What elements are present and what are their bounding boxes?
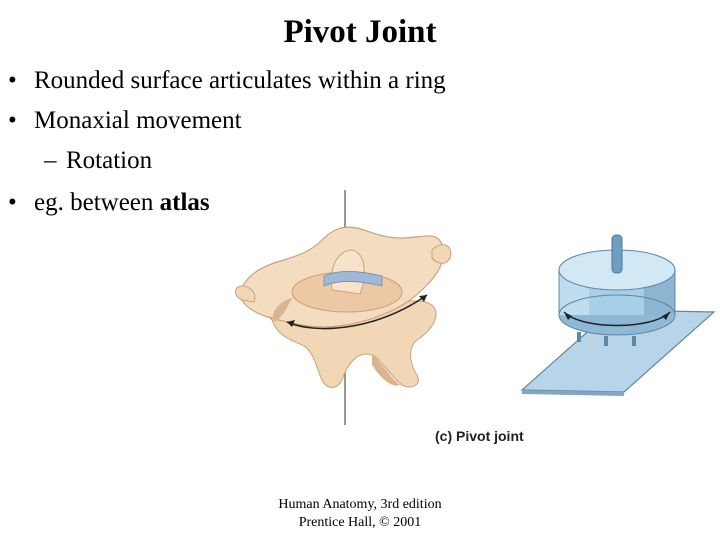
bullet-text: Monaxial movement <box>34 107 242 134</box>
bullet-marker: • <box>8 67 17 94</box>
bullet-text: eg. between atlas <box>34 189 210 216</box>
bullet-marker: • <box>8 107 17 134</box>
figure-caption: (c) Pivot joint <box>435 428 524 444</box>
atlas-vertebra-illustration <box>235 227 450 387</box>
credits-line-2: Prentice Hall, © 2001 <box>298 515 422 530</box>
pivot-joint-figure <box>232 190 720 490</box>
bullet-item-2 <box>8 106 242 136</box>
sub-bullet-marker: – <box>44 147 57 174</box>
bullet-text: Rounded surface articulates within a ring <box>34 67 446 94</box>
credits-line-1: Human Anatomy, 3rd edition <box>278 497 442 512</box>
bold-term: atlas <box>159 189 210 216</box>
sub-bullet-text: Rotation <box>66 147 153 174</box>
sub-bullet-item <box>44 146 153 176</box>
figure-svg <box>232 190 720 490</box>
slide-credits <box>250 496 470 532</box>
slide-title: Pivot Joint <box>283 14 437 50</box>
bullet-item-3 <box>8 188 210 218</box>
bullet-item-1 <box>8 66 446 96</box>
pivot-model-illustration <box>522 235 714 396</box>
bullet-marker: • <box>8 189 17 216</box>
